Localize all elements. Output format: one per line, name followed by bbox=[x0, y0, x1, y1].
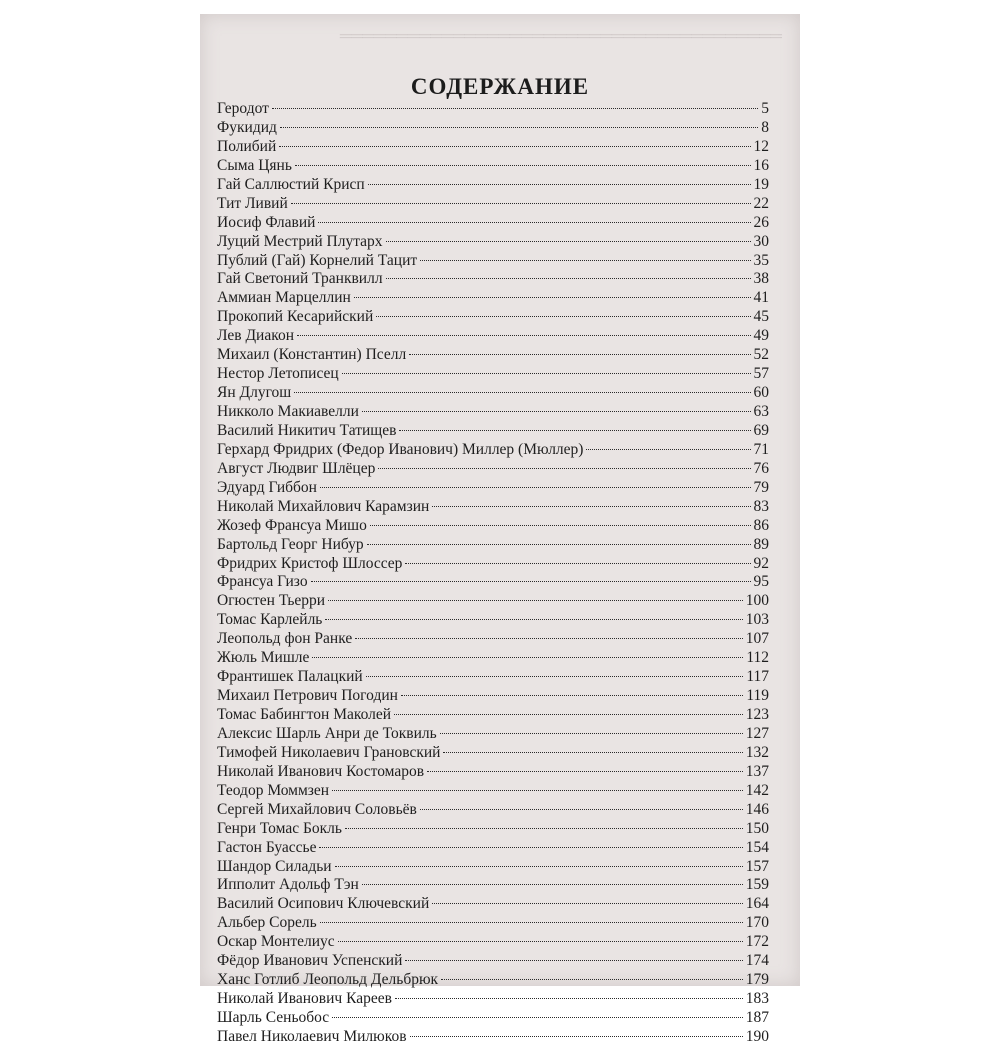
toc-entry-name: Гай Саллюстий Крисп bbox=[217, 175, 365, 193]
page-title: СОДЕРЖАНИЕ bbox=[410, 74, 590, 99]
toc-entry-name: Фёдор Иванович Успенский bbox=[217, 952, 403, 970]
toc-entry bbox=[217, 990, 769, 1009]
dot-leader bbox=[312, 657, 743, 658]
toc-entry-name: Михаил (Константин) Пселл bbox=[217, 346, 407, 364]
toc-entry bbox=[217, 536, 769, 555]
toc-entry-page-number: 52 bbox=[753, 346, 769, 364]
toc-entry bbox=[217, 365, 769, 384]
dot-leader bbox=[355, 638, 743, 639]
toc-entry-name: Николай Иванович Костомаров bbox=[217, 762, 425, 780]
toc-entry-page-number: 154 bbox=[745, 838, 769, 856]
dot-leader bbox=[320, 487, 751, 488]
toc-entry bbox=[217, 460, 769, 479]
toc-entry bbox=[217, 555, 769, 574]
toc-entry-page-number: 132 bbox=[745, 743, 769, 761]
toc-entry bbox=[217, 763, 769, 782]
toc-entry bbox=[217, 100, 769, 119]
toc-entry bbox=[217, 858, 769, 877]
toc-entry bbox=[217, 706, 769, 725]
toc-entry-name: Павел Николаевич Милюков bbox=[217, 1027, 407, 1045]
dot-leader bbox=[441, 979, 743, 980]
dot-leader bbox=[420, 260, 750, 261]
toc-entry-name: Оскар Монтелиус bbox=[217, 933, 335, 951]
toc-entry-page-number: 127 bbox=[745, 724, 769, 742]
toc-entry bbox=[217, 744, 769, 763]
toc-entry-name: Тимофей Николаевич Грановский bbox=[217, 743, 441, 761]
toc-entry-page-number: 187 bbox=[745, 1009, 769, 1026]
toc-entry-name: Полибий bbox=[217, 137, 277, 155]
toc-entry bbox=[217, 649, 769, 668]
dot-leader bbox=[318, 222, 750, 223]
toc-entry bbox=[217, 839, 769, 858]
toc-entry-name: Публий (Гай) Корнелий Тацит bbox=[217, 251, 418, 269]
toc-entry bbox=[217, 233, 769, 252]
dot-leader bbox=[370, 525, 751, 526]
toc-entry bbox=[217, 1009, 769, 1028]
dot-leader bbox=[272, 108, 758, 109]
toc-entry bbox=[217, 441, 769, 460]
toc-entry-name: Томас Бабингтон Маколей bbox=[217, 706, 392, 723]
dot-leader bbox=[378, 468, 750, 469]
toc-entry-page-number: 45 bbox=[753, 308, 769, 326]
dot-leader bbox=[366, 676, 744, 677]
toc-entry-page-number: 107 bbox=[745, 630, 769, 648]
toc-entry-name: Жюль Мишле bbox=[217, 649, 310, 667]
dot-leader bbox=[409, 354, 750, 355]
table-of-contents bbox=[217, 100, 769, 1047]
dot-leader bbox=[280, 127, 758, 128]
dot-leader bbox=[311, 581, 751, 582]
toc-entry-page-number: 150 bbox=[745, 819, 769, 837]
toc-entry-page-number: 35 bbox=[753, 251, 769, 269]
toc-entry-name: Фридрих Кристоф Шлоссер bbox=[217, 554, 403, 572]
dot-leader bbox=[332, 790, 743, 791]
toc-entry-name: Шарль Сеньобос bbox=[217, 1009, 330, 1026]
toc-entry-name: Жозеф Франсуа Мишо bbox=[217, 516, 367, 534]
toc-entry-name: Ян Длугош bbox=[217, 384, 292, 402]
toc-entry-name: Иосиф Флавий bbox=[217, 213, 316, 231]
toc-entry-name: Герхард Фридрих (Федор Иванович) Миллер (Мюллер) bbox=[217, 440, 584, 458]
toc-entry-page-number: 146 bbox=[745, 800, 769, 818]
toc-entry-page-number: 142 bbox=[745, 781, 769, 799]
toc-entry-name: Никколо Макиавелли bbox=[217, 403, 359, 420]
toc-entry bbox=[217, 517, 769, 536]
dot-leader bbox=[362, 411, 751, 412]
dot-leader bbox=[427, 771, 743, 772]
toc-entry-name: Геродот bbox=[217, 100, 269, 117]
toc-entry-page-number: 12 bbox=[753, 137, 769, 155]
toc-entry bbox=[217, 384, 769, 403]
toc-entry-name: Фукидид bbox=[217, 118, 277, 136]
toc-entry bbox=[217, 1028, 769, 1047]
dot-leader bbox=[362, 884, 743, 885]
toc-entry-page-number: 49 bbox=[753, 327, 769, 345]
toc-entry-page-number: 174 bbox=[745, 952, 769, 970]
toc-entry-name: Михаил Петрович Погодин bbox=[217, 687, 398, 705]
toc-entry bbox=[217, 895, 769, 914]
toc-entry-name: Николай Иванович Кареев bbox=[217, 990, 392, 1008]
toc-entry-name: Леопольд фон Ранке bbox=[217, 630, 353, 648]
toc-entry-page-number: 172 bbox=[745, 933, 769, 951]
toc-entry-page-number: 123 bbox=[745, 706, 769, 723]
toc-entry-name: Василий Никитич Татищев bbox=[217, 421, 397, 439]
toc-entry bbox=[217, 820, 769, 839]
toc-entry-name: Эдуард Гиббон bbox=[217, 478, 317, 496]
dot-leader bbox=[345, 828, 743, 829]
dot-leader bbox=[328, 600, 743, 601]
toc-entry bbox=[217, 214, 769, 233]
toc-entry-name: Томас Карлейль bbox=[217, 611, 323, 629]
toc-entry bbox=[217, 782, 769, 801]
toc-entry bbox=[217, 157, 769, 176]
toc-entry-page-number: 8 bbox=[761, 118, 769, 136]
toc-entry bbox=[217, 403, 769, 422]
book-page bbox=[200, 14, 800, 1045]
toc-entry bbox=[217, 252, 769, 271]
dot-leader bbox=[335, 866, 743, 867]
dot-leader bbox=[367, 544, 751, 545]
toc-entry-name: Бартольд Георг Нибур bbox=[217, 535, 364, 553]
dot-leader bbox=[319, 847, 742, 848]
toc-entry bbox=[217, 138, 769, 157]
dot-leader bbox=[376, 316, 750, 317]
toc-entry-name: Василий Осипович Ключевский bbox=[217, 895, 430, 913]
toc-entry-name: Луций Местрий Плутарх bbox=[217, 232, 383, 250]
toc-entry bbox=[217, 952, 769, 971]
toc-entry-page-number: 95 bbox=[753, 573, 769, 591]
toc-entry-page-number: 5 bbox=[761, 100, 769, 117]
toc-entry-page-number: 137 bbox=[745, 762, 769, 780]
dot-leader bbox=[320, 922, 743, 923]
show-through-text: ═══════════════════════════════════════ bbox=[339, 28, 782, 45]
toc-entry-page-number: 190 bbox=[745, 1027, 769, 1045]
toc-entry bbox=[217, 630, 769, 649]
toc-entry bbox=[217, 498, 769, 517]
toc-entry-name: Генри Томас Бокль bbox=[217, 819, 342, 837]
toc-entry-name: Франтишек Палацкий bbox=[217, 668, 363, 686]
dot-leader bbox=[410, 1036, 743, 1037]
toc-entry-page-number: 170 bbox=[745, 914, 769, 932]
toc-entry-page-number: 41 bbox=[753, 289, 769, 307]
dot-leader bbox=[401, 695, 743, 696]
dot-leader bbox=[395, 998, 743, 999]
toc-entry-page-number: 117 bbox=[746, 668, 769, 686]
toc-entry-name: Сергей Михайлович Соловьёв bbox=[217, 800, 417, 818]
toc-entry-name: Лев Диакон bbox=[217, 327, 295, 345]
toc-entry-page-number: 100 bbox=[745, 592, 769, 610]
toc-entry-name: Август Людвиг Шлёцер bbox=[217, 459, 376, 477]
dot-leader bbox=[354, 297, 751, 298]
toc-entry-name: Ханс Готлиб Леопольд Дельбрюк bbox=[217, 971, 439, 989]
toc-entry-page-number: 79 bbox=[753, 478, 769, 496]
toc-entry-page-number: 16 bbox=[753, 156, 769, 174]
toc-entry-name: Теодор Моммзен bbox=[217, 781, 330, 799]
toc-entry-page-number: 19 bbox=[753, 175, 769, 193]
toc-entry-page-number: 38 bbox=[753, 270, 769, 288]
toc-entry-name: Тит Ливий bbox=[217, 194, 288, 212]
toc-entry-name: Гастон Буассье bbox=[217, 838, 317, 856]
dot-leader bbox=[586, 449, 750, 450]
toc-entry bbox=[217, 933, 769, 952]
toc-entry-page-number: 164 bbox=[745, 895, 769, 913]
toc-entry-page-number: 30 bbox=[753, 232, 769, 250]
dot-leader bbox=[297, 335, 750, 336]
toc-entry-page-number: 157 bbox=[745, 857, 769, 875]
toc-entry-page-number: 183 bbox=[745, 990, 769, 1008]
dot-leader bbox=[342, 373, 751, 374]
toc-entry-page-number: 26 bbox=[753, 213, 769, 231]
toc-entry-name: Альбер Сорель bbox=[217, 914, 317, 932]
toc-entry bbox=[217, 176, 769, 195]
toc-entry-page-number: 57 bbox=[753, 365, 769, 383]
toc-entry bbox=[217, 592, 769, 611]
toc-entry-page-number: 22 bbox=[753, 194, 769, 212]
toc-entry-page-number: 83 bbox=[753, 497, 769, 515]
toc-entry-page-number: 71 bbox=[753, 440, 769, 458]
toc-entry-page-number: 112 bbox=[746, 649, 769, 667]
toc-entry-page-number: 179 bbox=[745, 971, 769, 989]
toc-entry-name: Гай Светоний Транквилл bbox=[217, 270, 383, 288]
dot-leader bbox=[443, 752, 742, 753]
toc-entry-name: Алексис Шарль Анри де Токвиль bbox=[217, 724, 437, 742]
dot-leader bbox=[279, 146, 750, 147]
toc-entry bbox=[217, 327, 769, 346]
dot-leader bbox=[432, 506, 750, 507]
toc-entry-name: Франсуа Гизо bbox=[217, 573, 308, 591]
dot-leader bbox=[295, 165, 751, 166]
dot-leader bbox=[291, 203, 751, 204]
toc-entry-page-number: 86 bbox=[753, 516, 769, 534]
dot-leader bbox=[432, 903, 742, 904]
dot-leader bbox=[338, 941, 743, 942]
dot-leader bbox=[394, 714, 743, 715]
toc-entry bbox=[217, 270, 769, 289]
toc-entry bbox=[217, 876, 769, 895]
dot-leader bbox=[399, 430, 750, 431]
toc-entry bbox=[217, 479, 769, 498]
toc-entry bbox=[217, 668, 769, 687]
dot-leader bbox=[294, 392, 750, 393]
toc-entry-name: Нестор Летописец bbox=[217, 365, 339, 383]
dot-leader bbox=[440, 733, 743, 734]
toc-entry-page-number: 92 bbox=[753, 554, 769, 572]
toc-entry bbox=[217, 573, 769, 592]
toc-entry bbox=[217, 914, 769, 933]
toc-entry-page-number: 159 bbox=[745, 876, 769, 894]
toc-entry-page-number: 89 bbox=[753, 535, 769, 553]
toc-entry-page-number: 60 bbox=[753, 384, 769, 402]
toc-entry-page-number: 63 bbox=[753, 403, 769, 420]
toc-entry-name: Аммиан Марцеллин bbox=[217, 289, 351, 307]
toc-entry-name: Николай Михайлович Карамзин bbox=[217, 497, 430, 515]
dot-leader bbox=[420, 809, 743, 810]
toc-entry-name: Ипполит Адольф Тэн bbox=[217, 876, 359, 894]
dot-leader bbox=[368, 184, 751, 185]
toc-entry-page-number: 76 bbox=[753, 459, 769, 477]
toc-entry bbox=[217, 308, 769, 327]
dot-leader bbox=[325, 619, 742, 620]
dot-leader bbox=[405, 563, 750, 564]
toc-entry bbox=[217, 971, 769, 990]
toc-entry-page-number: 103 bbox=[745, 611, 769, 629]
toc-entry bbox=[217, 611, 769, 630]
toc-entry bbox=[217, 289, 769, 308]
dot-leader bbox=[386, 278, 751, 279]
toc-entry bbox=[217, 687, 769, 706]
toc-entry bbox=[217, 801, 769, 820]
toc-entry-name: Шандор Силадьи bbox=[217, 857, 332, 875]
dot-leader bbox=[405, 960, 742, 961]
dot-leader bbox=[332, 1017, 743, 1018]
toc-entry-page-number: 119 bbox=[746, 687, 769, 705]
toc-entry-name: Сыма Цянь bbox=[217, 156, 292, 174]
toc-entry bbox=[217, 195, 769, 214]
toc-entry bbox=[217, 422, 769, 441]
toc-entry-name: Огюстен Тьерри bbox=[217, 592, 326, 610]
toc-entry bbox=[217, 346, 769, 365]
dot-leader bbox=[386, 241, 751, 242]
toc-entry bbox=[217, 119, 769, 138]
toc-entry-name: Прокопий Кесарийский bbox=[217, 308, 374, 326]
toc-entry bbox=[217, 725, 769, 744]
toc-entry-page-number: 69 bbox=[753, 421, 769, 439]
